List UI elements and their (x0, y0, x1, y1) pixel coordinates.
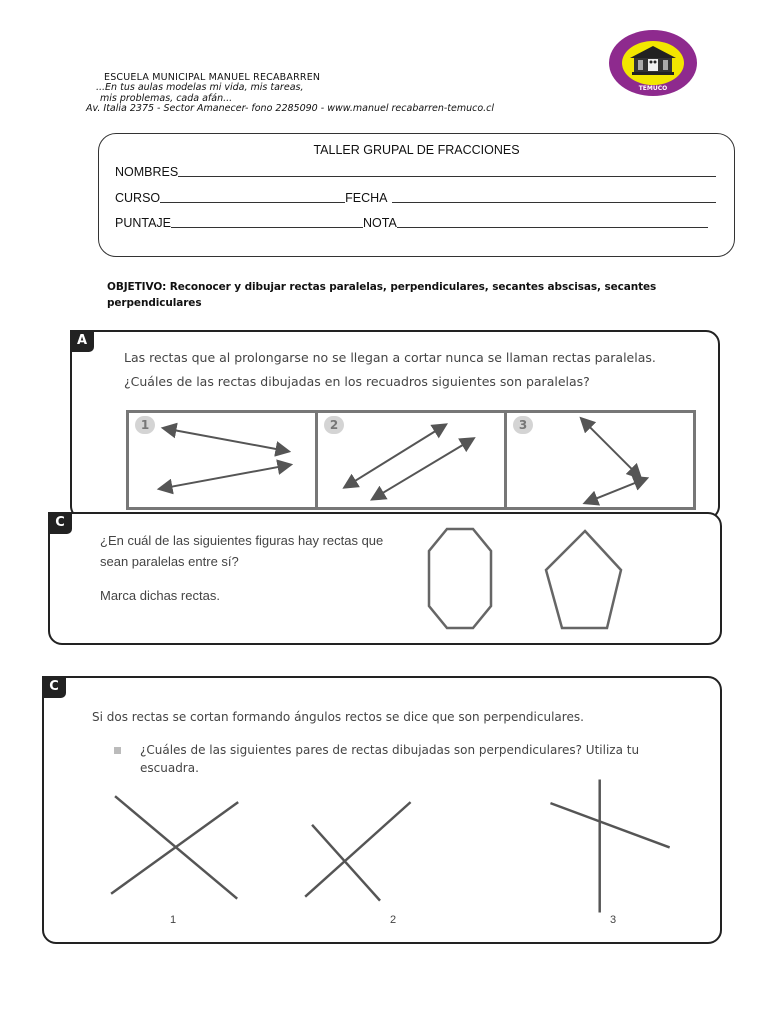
figure-number-3: 3 (610, 914, 617, 926)
curso-label: CURSO (115, 191, 161, 205)
school-motto-line2: mis problemas, cada afán... (100, 93, 233, 104)
section-a-tag: A (70, 330, 94, 352)
curso-fecha-row (115, 191, 716, 205)
section-c1-tag: C (48, 512, 72, 534)
section-c2-tag: C (42, 676, 66, 698)
nombres-field[interactable] (178, 176, 716, 177)
figure-number-1: 1 (170, 914, 177, 926)
panel-number-1: 1 (135, 416, 155, 434)
section-c-perpendicular-lines (42, 676, 722, 944)
pentagon-shape (546, 531, 621, 628)
panel-number-3: 3 (513, 416, 533, 434)
line-panel-1 (129, 413, 318, 507)
octagon-shape (429, 529, 491, 628)
perpendicular-question: ¿Cuáles de las siguientes pares de rectas dibujadas son perpendiculares? Utiliza tu escuadra. (140, 743, 640, 775)
perpendicular-definition: Si dos rectas se cortan formando ángulos rectos se dice que son perpendiculares. (92, 710, 584, 724)
nota-field[interactable] (397, 227, 708, 228)
svg-text:TEMUCO: TEMUCO (638, 85, 668, 92)
lines-diagram-2 (318, 413, 504, 507)
fecha-field[interactable] (392, 202, 716, 203)
section-a-parallel-lines (70, 330, 720, 520)
line-panels (126, 410, 696, 510)
panel-number-2: 2 (324, 416, 344, 434)
nota-label: NOTA (363, 216, 397, 230)
line-panel-3 (507, 413, 693, 507)
school-motto-line1: ...En tus aulas modelas mi vida, mis tareas, (96, 82, 304, 93)
curso-field[interactable] (160, 202, 345, 203)
polygon-instruction: Marca dichas rectas. (100, 588, 220, 603)
school-address: Av. Italia 2375 - Sector Amanecer- fono 2285090 - www.manuel recabarren-temuco.cl (86, 103, 495, 114)
parallel-question: ¿Cuáles de las rectas dibujadas en los recuadros siguientes son paralelas? (124, 374, 590, 389)
lines-diagram-3 (507, 413, 693, 507)
objective-text: OBJETIVO: Reconocer y dibujar rectas paralelas, perpendiculares, secantes abscisas, secantes perpendiculares (107, 281, 657, 309)
polygon-question: ¿En cuál de las siguientes figuras hay rectas que sean paralelas entre sí? (100, 533, 384, 569)
perpendicular-figures (44, 678, 720, 942)
puntaje-label: PUNTAJE (115, 216, 172, 230)
school-emblem-icon (608, 28, 698, 98)
polygon-figures (425, 524, 665, 634)
puntaje-field[interactable] (171, 227, 363, 228)
nombres-label: NOMBRES (115, 165, 179, 179)
section-c-polygons (48, 512, 722, 645)
nombres-row (115, 165, 716, 179)
fecha-label: FECHA (345, 191, 388, 205)
figure-number-2: 2 (390, 914, 397, 926)
school-name: ESCUELA MUNICIPAL MANUEL RECABARREN (104, 72, 321, 83)
line-panel-2 (318, 413, 507, 507)
worksheet-title: TALLER GRUPAL DE FRACCIONES (313, 143, 520, 157)
parallel-definition: Las rectas que al prolongarse no se llegan a cortar nunca se llaman rectas paralelas. (124, 350, 656, 365)
student-info-box (98, 133, 735, 257)
lines-diagram-1 (129, 413, 315, 507)
puntaje-nota-row (115, 216, 708, 230)
